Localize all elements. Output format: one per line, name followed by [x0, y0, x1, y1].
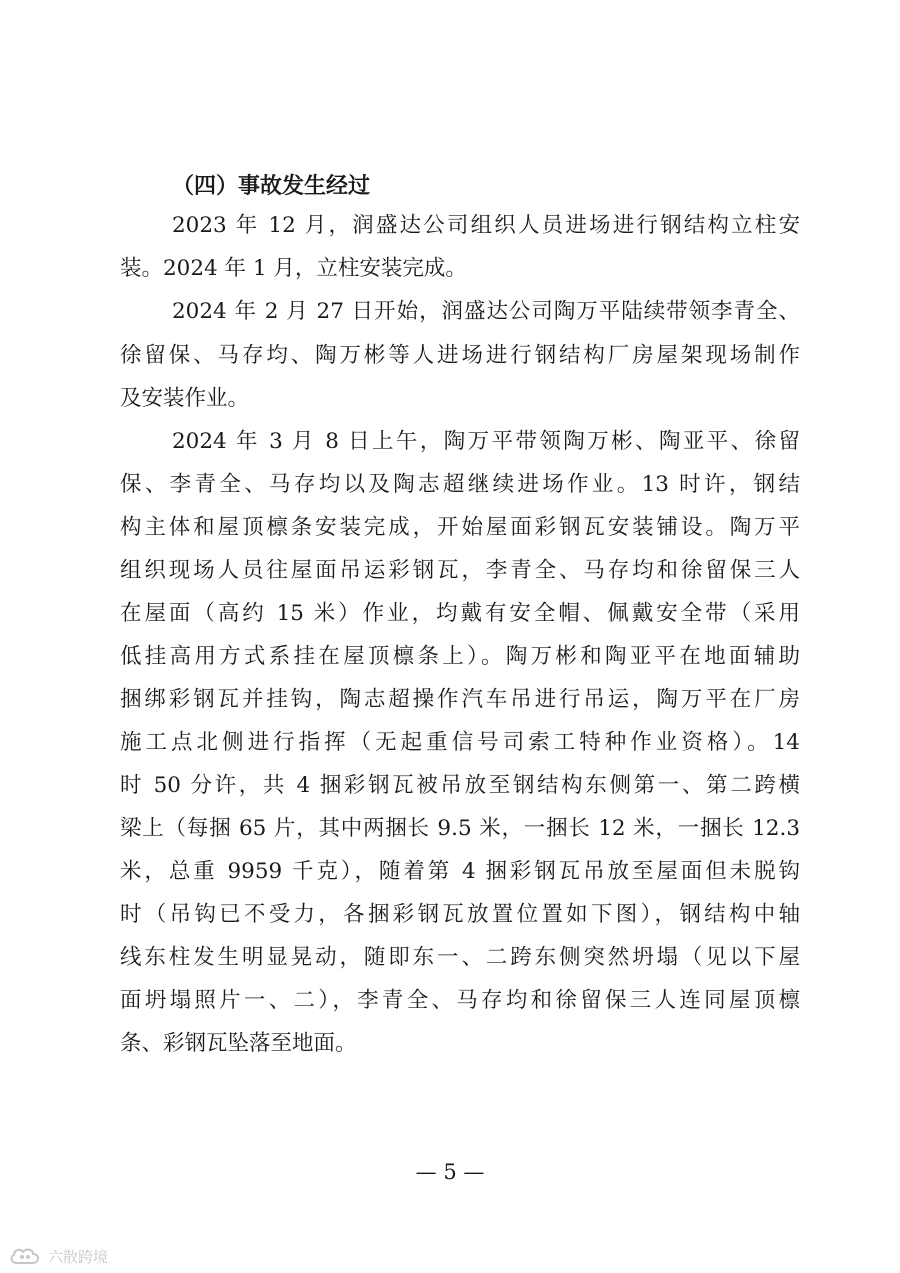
- paragraph-3-line-3: 构主体和屋顶檩条安装完成，开始屋面彩钢瓦安装铺设。陶万平: [120, 515, 800, 540]
- paragraph-3-line-10: 梁上（每捆 65 片，其中两捆长 9.5 米，一捆长 12 米，一捆长 12.3: [120, 816, 800, 841]
- paragraph-3-line-11: 米，总重 9959 千克），随着第 4 捆彩钢瓦吊放至屋面但未脱钩: [120, 859, 800, 884]
- paragraph-3-line-15: 条、彩钢瓦坠落至地面。: [120, 1031, 357, 1056]
- paragraph-3-line-12: 时（吊钩已不受力，各捆彩钢瓦放置位置如下图），钢结构中轴: [120, 902, 800, 927]
- paragraph-3-line-6: 低挂高用方式系挂在屋顶檩条上）。陶万彬和陶亚平在地面辅助: [120, 644, 800, 669]
- paragraph-1-line-1: 2023 年 12 月，润盛达公司组织人员进场进行钢结构立柱安: [172, 213, 800, 238]
- paragraph-3-line-7: 捆绑彩钢瓦并挂钩，陶志超操作汽车吊进行吊运，陶万平在厂房: [120, 687, 800, 712]
- paragraph-3-line-8: 施工点北侧进行指挥（无起重信号司索工特种作业资格）。14: [120, 730, 800, 755]
- paragraph-3-line-13: 线东柱发生明显晃动，随即东一、二跨东侧突然坍塌（见以下屋: [120, 945, 800, 970]
- cloud-logo-icon: [8, 1245, 42, 1267]
- watermark: [8, 1242, 108, 1270]
- section-heading: （四）事故发生经过: [172, 173, 371, 199]
- watermark-text: 六散跨境: [48, 1247, 109, 1266]
- paragraph-3-line-4: 组织现场人员往屋面吊运彩钢瓦，李青全、马存均和徐留保三人: [120, 558, 800, 583]
- paragraph-3-line-1: 2024 年 3 月 8 日上午，陶万平带领陶万彬、陶亚平、徐留: [172, 429, 800, 454]
- paragraph-2-line-3: 及安装作业。: [120, 386, 250, 411]
- paragraph-3-line-9: 时 50 分许，共 4 捆彩钢瓦被吊放至钢结构东侧第一、第二跨横: [120, 773, 800, 798]
- page-number: — 5 —: [415, 1160, 485, 1184]
- paragraph-3-line-2: 保、李青全、马存均以及陶志超继续进场作业。13 时许，钢结: [120, 472, 800, 497]
- paragraph-3-line-5: 在屋面（高约 15 米）作业，均戴有安全帽、佩戴安全带（采用: [120, 601, 800, 626]
- paragraph-1-line-2: 装。2024 年 1 月，立柱安装完成。: [120, 256, 467, 281]
- paragraph-2-line-2: 徐留保、马存均、陶万彬等人进场进行钢结构厂房屋架现场制作: [120, 343, 800, 368]
- paragraph-3-line-14: 面坍塌照片一、二），李青全、马存均和徐留保三人连同屋顶檩: [120, 988, 800, 1013]
- paragraph-2-line-1: 2024 年 2 月 27 日开始，润盛达公司陶万平陆续带领李青全、: [172, 299, 800, 324]
